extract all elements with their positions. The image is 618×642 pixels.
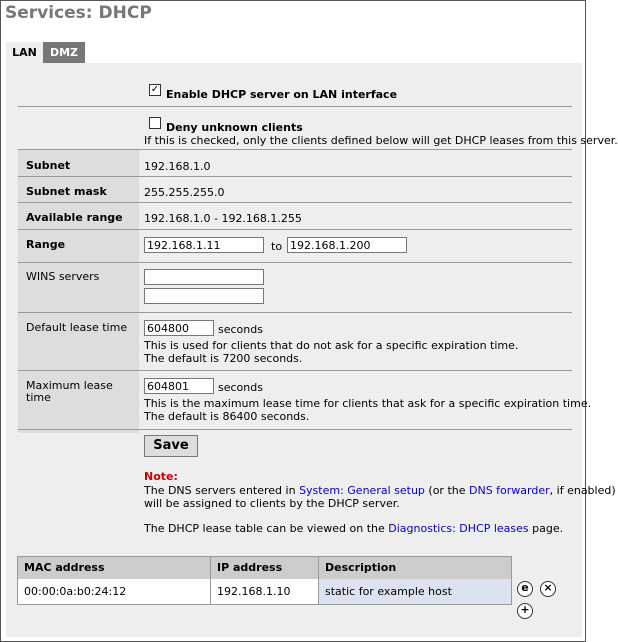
subnet-mask-value: 255.255.255.0 (144, 186, 225, 199)
note-line-1 (144, 484, 616, 497)
save-button[interactable]: Save (144, 435, 198, 457)
note-line-3 (144, 522, 563, 535)
divider (18, 429, 572, 430)
max-lease-label-line2: time (26, 391, 51, 404)
default-lease-default: The default is 7200 seconds. (144, 352, 303, 365)
subnet-label: Subnet (26, 159, 71, 172)
available-range-value: 192.168.1.0 - 192.168.1.255 (144, 212, 302, 225)
enable-dhcp-checkbox[interactable]: ✓ (150, 84, 160, 95)
deny-unknown-checkbox[interactable] (149, 117, 161, 129)
max-lease-default: The default is 86400 seconds. (144, 410, 310, 423)
table-cell-ip[interactable]: 192.168.1.10 (211, 579, 319, 604)
max-lease-label: Maximum lease (26, 379, 113, 392)
divider (18, 312, 572, 313)
tab-lan[interactable]: LAN (6, 42, 43, 63)
divider (18, 176, 572, 177)
add-icon[interactable]: + (517, 603, 533, 619)
deny-unknown-help: If this is checked, only the clients defined below will get DHCP leases from this server. (144, 134, 618, 147)
dhcp-form-panel (6, 63, 618, 637)
max-lease-input[interactable]: 604801 (144, 378, 214, 394)
range-label: Range (26, 238, 66, 251)
static-mappings-table (17, 556, 512, 605)
dns-forwarder-link[interactable]: DNS forwarder (469, 484, 550, 497)
column-header-ip: IP address (211, 557, 319, 579)
default-lease-unit: seconds (218, 323, 263, 336)
subnet-mask-label: Subnet mask (26, 185, 107, 198)
note-line-2: will be assigned to clients by the DHCP server. (144, 497, 400, 510)
available-range-label: Available range (26, 211, 123, 224)
max-lease-help: This is the maximum lease time for clients that ask for a specific expiration time. (144, 397, 592, 410)
max-lease-unit: seconds (218, 381, 263, 394)
note-text: page. (528, 522, 564, 535)
range-to-word: to (271, 240, 283, 253)
subnet-value: 192.168.1.0 (144, 160, 211, 173)
wins-server-1-input[interactable] (144, 269, 264, 285)
divider (18, 370, 572, 371)
range-to-input[interactable]: 192.168.1.200 (287, 237, 407, 253)
deny-unknown-label: Deny unknown clients (166, 121, 303, 134)
table-cell-description[interactable]: static for example host (319, 579, 511, 604)
system-general-setup-link[interactable]: System: General setup (299, 484, 425, 497)
enable-dhcp-label: Enable DHCP server on LAN interface (166, 88, 398, 101)
divider (18, 202, 572, 203)
tab-dmz[interactable]: DMZ (43, 42, 85, 63)
note-text: , if enabled) (549, 484, 616, 497)
default-lease-help: This is used for clients that do not ask for a specific expiration time. (144, 339, 519, 352)
table-cell-mac[interactable]: 00:00:0a:b0:24:12 (18, 579, 211, 604)
range-from-input[interactable]: 192.168.1.11 (144, 237, 264, 253)
page-title: Services: DHCP (5, 3, 152, 23)
edit-icon[interactable]: e (517, 581, 533, 597)
wins-server-2-input[interactable] (144, 288, 264, 304)
dhcp-leases-link[interactable]: Diagnostics: DHCP leases (388, 522, 529, 535)
note-text: The DNS servers entered in (144, 484, 300, 497)
default-lease-input[interactable]: 604800 (144, 320, 214, 336)
wins-servers-label: WINS servers (26, 270, 100, 283)
divider (18, 262, 572, 263)
divider (18, 229, 572, 230)
default-lease-label: Default lease time (26, 321, 128, 334)
column-header-mac: MAC address (18, 557, 211, 579)
note-text: (or the (424, 484, 469, 497)
note-heading: Note: (144, 470, 178, 483)
divider (18, 106, 572, 107)
column-header-description: Description (319, 557, 511, 579)
delete-icon[interactable]: × (540, 581, 556, 597)
note-text: The DHCP lease table can be viewed on the (144, 522, 389, 535)
